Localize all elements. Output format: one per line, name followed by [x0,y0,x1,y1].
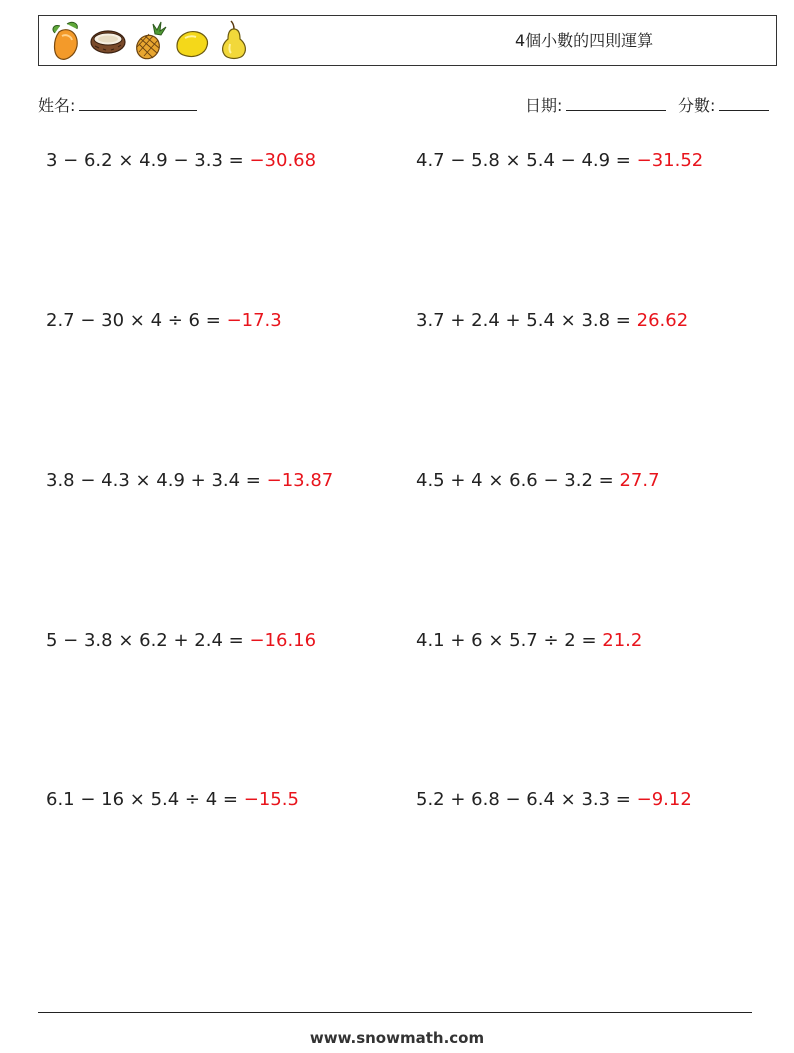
worksheet-header [38,15,777,66]
score-label: 分數: [678,96,716,115]
worksheet-title: 4個小數的四則運算 [515,31,654,50]
problem-6 [416,470,660,491]
pineapple-icon [131,20,169,62]
footer-divider [38,1012,752,1013]
problem-expression: 5 − 3.8 × 6.2 + 2.4 = [46,630,244,651]
problem-answer: 27.7 [619,470,660,491]
score-blank[interactable] [719,94,769,111]
problem-answer: −17.3 [226,310,282,331]
date-blank[interactable] [566,94,666,111]
problem-10 [416,789,692,810]
date-field [525,93,666,116]
problem-expression: 3.8 − 4.3 × 4.9 + 3.4 = [46,470,261,491]
problem-answer: 21.2 [602,630,643,651]
problem-1 [46,150,316,171]
problem-3 [46,310,282,331]
lemon-icon [173,20,211,62]
problem-expression: 2.7 − 30 × 4 ÷ 6 = [46,310,221,331]
problem-expression: 3.7 + 2.4 + 5.4 × 3.8 = [416,310,631,331]
problem-expression: 4.7 − 5.8 × 5.4 − 4.9 = [416,150,631,171]
score-field [678,93,769,116]
problem-7 [46,630,316,651]
problem-answer: −16.16 [249,630,317,651]
problem-answer: 26.62 [636,310,689,331]
problem-8 [416,630,642,651]
problem-2 [416,150,703,171]
problem-answer: −13.87 [266,470,334,491]
problem-5 [46,470,333,491]
footer-url[interactable]: www.snowmath.com [309,1029,485,1047]
fruit-icon-row [47,20,253,62]
problem-expression: 6.1 − 16 × 5.4 ÷ 4 = [46,789,238,810]
problem-answer: −15.5 [243,789,299,810]
pear-icon [215,20,253,62]
problem-9 [46,789,299,810]
problem-answer: −9.12 [636,789,692,810]
coconut-icon [89,20,127,62]
problem-expression: 5.2 + 6.8 − 6.4 × 3.3 = [416,789,631,810]
name-blank[interactable] [79,94,197,111]
problem-expression: 3 − 6.2 × 4.9 − 3.3 = [46,150,244,171]
problem-answer: −30.68 [249,150,317,171]
problem-4 [416,310,688,331]
name-label: 姓名: [38,96,76,115]
mango-icon [47,20,85,62]
date-label: 日期: [525,96,563,115]
problem-expression: 4.1 + 6 × 5.7 ÷ 2 = [416,630,597,651]
problem-expression: 4.5 + 4 × 6.6 − 3.2 = [416,470,614,491]
name-field [38,93,197,116]
problem-answer: −31.52 [636,150,704,171]
